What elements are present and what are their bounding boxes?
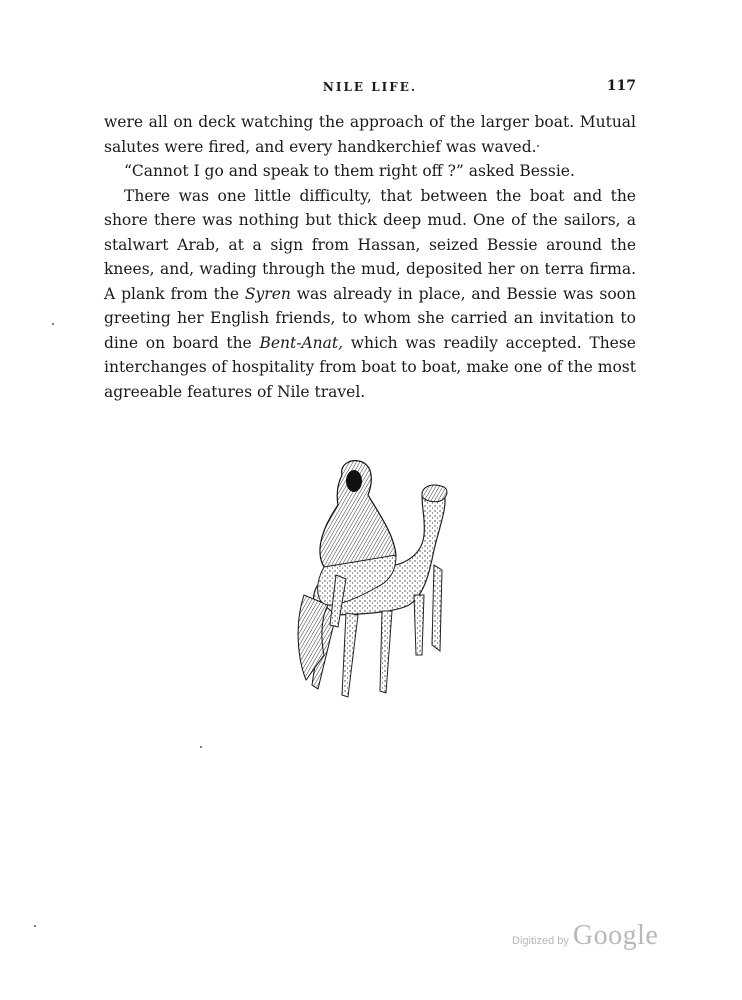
print-speck (200, 746, 202, 748)
print-speck (537, 145, 539, 147)
camel-rider-illustration (284, 455, 464, 705)
paragraph-3 (104, 184, 636, 405)
page-number: 117 (606, 78, 636, 94)
paragraph-1 (104, 110, 636, 159)
page-header (104, 78, 636, 100)
paragraph-2 (104, 159, 636, 184)
paragraph-3-text-a: There was one little difficulty, that between the boat and the shore there was nothing but thick deep mud. One of the sailors, a stalwart Arab, at a sign from Hassan, seized Bessie around the knees, and, wading through the mud, deposited her on terra firma. A plank from the (104, 186, 636, 303)
paragraph-3-text-c: which was readily accepted. These interchanges of hospitality from boat to boat, make one of the most agreeable features of Nile travel. (104, 333, 636, 401)
running-title: NILE LIFE. (322, 80, 418, 94)
ship-name-syren: Syren (244, 284, 291, 303)
watermark-small-text: Digitized by (512, 935, 569, 947)
google-watermark (512, 920, 658, 960)
print-speck (52, 323, 54, 325)
paragraph-2-text: “Cannot I go and speak to them right off ?” asked Bessie. (124, 162, 575, 180)
paragraph-1-text: were all on deck watching the approach of the larger boat. Mutual salutes were fired, and every handkerchief was waved. (104, 113, 636, 156)
body-text (104, 110, 636, 404)
google-logo: Google (572, 920, 659, 951)
paragraph-3-text-b: was already in place, and Bessie was soon greeting her English friends, to whom she carried an invitation to dine on board the (104, 284, 636, 352)
ship-name-bent-anat: Bent-Anat, (259, 333, 344, 352)
print-speck (34, 925, 36, 927)
